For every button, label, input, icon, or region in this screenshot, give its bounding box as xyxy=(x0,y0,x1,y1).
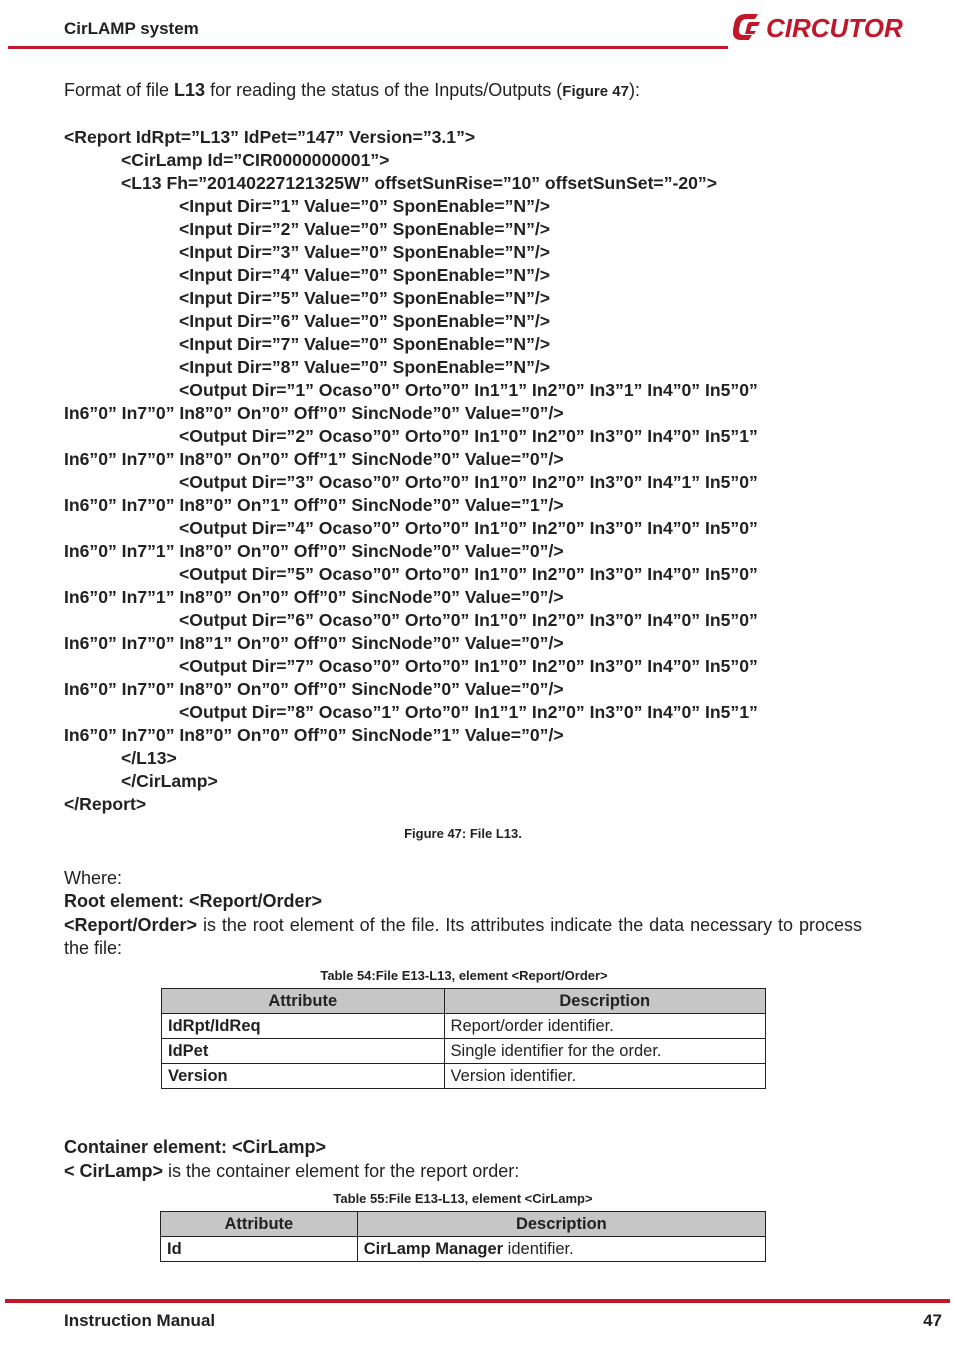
header-title: CirLAMP system xyxy=(64,19,199,38)
column-header-description: Description xyxy=(357,1212,765,1237)
code-line: In6”0” In7”0” In8”0” On”0” Off”0” SincNode”0” Value=”0”/> xyxy=(64,403,564,423)
svg-text:CIRCUTOR: CIRCUTOR xyxy=(766,13,903,43)
code-line: <Input Dir=”4” Value=”0” SponEnable=”N”/> xyxy=(179,265,551,285)
column-header-attribute: Attribute xyxy=(161,1212,358,1237)
code-line: <Input Dir=”7” Value=”0” SponEnable=”N”/> xyxy=(179,334,551,354)
table-row xyxy=(162,1014,766,1039)
attribute-cell: Id xyxy=(161,1237,358,1262)
code-line: In6”0” In7”0” In8”0” On”1” Off”0” SincNode”0” Value=”1”/> xyxy=(64,495,564,515)
code-line: <Input Dir=”8” Value=”0” SponEnable=”N”/> xyxy=(179,357,551,377)
code-line: <L13 Fh=”20140227121325W” offsetSunRise=”10” offsetSunSet=”-20”> xyxy=(121,173,718,193)
circutor-logo-icon xyxy=(730,10,908,44)
table-header-row xyxy=(162,989,766,1014)
table-row xyxy=(162,1064,766,1089)
code-line: In6”0” In7”0” In8”1” On”0” Off”0” SincNode”0” Value=”0”/> xyxy=(64,633,564,653)
code-line: <Input Dir=”3” Value=”0” SponEnable=”N”/> xyxy=(179,242,551,262)
attribute-cell: IdRpt/IdReq xyxy=(162,1014,445,1039)
table54-caption: Table 54:File E13-L13, element <Report/Order> xyxy=(320,968,608,983)
column-header-description: Description xyxy=(444,989,765,1014)
code-line: <Output Dir=”7” Ocaso”0” Orto”0” In1”0” In2”0” In3”0” In4”0” In5”0” xyxy=(179,656,758,676)
container-element-heading: Container element: <CirLamp> xyxy=(64,1137,327,1157)
table-cirlamp xyxy=(160,1211,766,1262)
description-cell: Single identifier for the order. xyxy=(444,1039,765,1064)
footer-rule xyxy=(5,1299,950,1303)
code-line: <Report IdRpt=”L13” IdPet=”147” Version=”3.1”> xyxy=(64,127,476,147)
page-number: 47 xyxy=(923,1311,942,1330)
code-line: In6”0” In7”1” In8”0” On”0” Off”0” SincNode”0” Value=”0”/> xyxy=(64,587,564,607)
code-line: In6”0” In7”0” In8”0” On”0” Off”1” SincNode”0” Value=”0”/> xyxy=(64,449,564,469)
figure-caption: Figure 47: File L13. xyxy=(404,826,522,841)
table-report-order xyxy=(161,988,766,1089)
root-element-paragraph: <Report/Order> is the root element of the file. Its attributes indicate the data necessary to process the file: xyxy=(64,915,862,958)
code-line: <Output Dir=”6” Ocaso”0” Orto”0” In1”0” In2”0” In3”0” In4”0” In5”0” xyxy=(179,610,758,630)
description-cell: Version identifier. xyxy=(444,1064,765,1089)
code-line: <Input Dir=”6” Value=”0” SponEnable=”N”/> xyxy=(179,311,551,331)
column-header-attribute: Attribute xyxy=(162,989,445,1014)
code-line: <Input Dir=”1” Value=”0” SponEnable=”N”/> xyxy=(179,196,551,216)
code-line: <Output Dir=”3” Ocaso”0” Orto”0” In1”0” In2”0” In3”0” In4”1” In5”0” xyxy=(179,472,758,492)
description-cell: Report/order identifier. xyxy=(444,1014,765,1039)
code-line: <Input Dir=”2” Value=”0” SponEnable=”N”/> xyxy=(179,219,551,239)
code-line: </L13> xyxy=(121,748,177,768)
code-line: </CirLamp> xyxy=(121,771,218,791)
code-line: In6”0” In7”0” In8”0” On”0” Off”0” SincNode”1” Value=”0”/> xyxy=(64,725,564,745)
table-row xyxy=(162,1039,766,1064)
table55-caption: Table 55:File E13-L13, element <CirLamp> xyxy=(333,1191,593,1206)
root-element-heading: Root element: <Report/Order> xyxy=(64,891,323,911)
footer-manual-label: Instruction Manual xyxy=(64,1311,216,1330)
intro-text: Format of file L13 for reading the status of the Inputs/Outputs (Figure 47): xyxy=(64,80,640,100)
container-element-paragraph: < CirLamp> is the container element for the report order: xyxy=(64,1161,520,1181)
code-line: <Output Dir=”5” Ocaso”0” Orto”0” In1”0” In2”0” In3”0” In4”0” In5”0” xyxy=(179,564,758,584)
code-line: <Output Dir=”2” Ocaso”0” Orto”0” In1”0” In2”0” In3”0” In4”0” In5”1” xyxy=(179,426,758,446)
code-line: <CirLamp Id=”CIR0000000001”> xyxy=(121,150,390,170)
code-line: <Output Dir=”1” Ocaso”0” Orto”0” In1”1” In2”0” In3”1” In4”0” In5”0” xyxy=(179,380,758,400)
code-line: In6”0” In7”1” In8”0” On”0” Off”0” SincNode”0” Value=”0”/> xyxy=(64,541,564,561)
table-row xyxy=(161,1237,766,1262)
attribute-cell: IdPet xyxy=(162,1039,445,1064)
code-line: In6”0” In7”0” In8”0” On”0” Off”0” SincNode”0” Value=”0”/> xyxy=(64,679,564,699)
attribute-cell: Version xyxy=(162,1064,445,1089)
description-cell: CirLamp Manager identifier. xyxy=(357,1237,765,1262)
code-line: <Output Dir=”8” Ocaso”1” Orto”0” In1”1” In2”0” In3”0” In4”0” In5”1” xyxy=(179,702,758,722)
code-line: <Input Dir=”5” Value=”0” SponEnable=”N”/> xyxy=(179,288,551,308)
code-line: <Output Dir=”4” Ocaso”0” Orto”0” In1”0” In2”0” In3”0” In4”0” In5”0” xyxy=(179,518,758,538)
code-line: </Report> xyxy=(64,794,147,814)
header-rule xyxy=(8,46,728,49)
xml-code-block xyxy=(64,126,864,816)
table-header-row xyxy=(161,1212,766,1237)
where-label: Where: xyxy=(64,868,123,888)
